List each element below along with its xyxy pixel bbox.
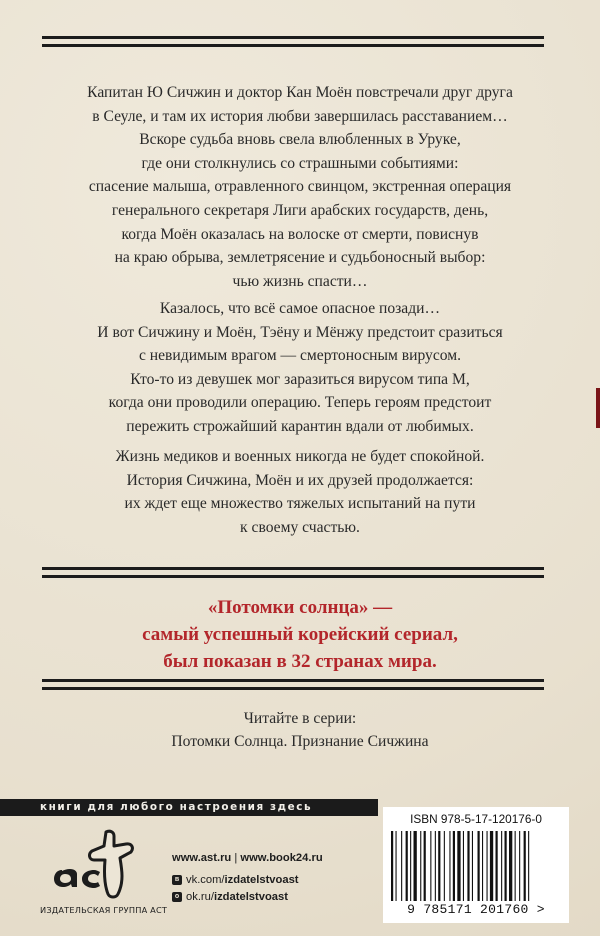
blurb-paragraph-1 — [40, 81, 560, 293]
barcode-graphic — [391, 831, 561, 901]
barcode-bar — [482, 831, 483, 901]
barcode-bar — [519, 831, 520, 901]
blurb-line: чью жизнь спасти… — [232, 272, 368, 290]
barcode-number: 9 785171 201760 > — [407, 902, 545, 917]
barcode-bar — [509, 831, 512, 901]
blurb-paragraph-2 — [40, 297, 560, 439]
blurb-line: когда Моён оказалась на волоске от смерти, повиснув — [121, 225, 479, 243]
barcode-bar — [444, 831, 445, 901]
quote-rule-bottom — [42, 679, 544, 682]
publisher-links — [172, 849, 323, 905]
barcode-bar — [406, 831, 408, 901]
blurb-line: с невидимым врагом — смертоносным вирусом. — [138, 347, 462, 365]
barcode-bar — [463, 831, 464, 901]
barcode-bar — [467, 831, 469, 901]
ok-link-row[interactable] — [172, 888, 323, 905]
barcode-bar — [396, 831, 397, 901]
barcode-bar — [487, 831, 488, 901]
series-title: Потомки Солнца. Признание Сичжина — [171, 733, 429, 750]
blurb-line: Кто-то из девушек мог заразиться вирусом типа М, — [130, 370, 470, 388]
barcode-bar — [496, 831, 498, 901]
top-rule-secondary — [42, 44, 544, 47]
blurb-line: И вот Сичжину и Моён, Тэёну и Мёнжу предстоит сразиться — [97, 323, 503, 341]
series-heading: Читайте в серии: — [243, 710, 357, 727]
barcode-panel — [383, 807, 569, 923]
quote-line: был показан в 32 странах мира. — [163, 651, 437, 672]
link-separator: | — [231, 851, 241, 864]
site-link-ast[interactable]: www.ast.ru — [172, 851, 232, 864]
barcode-bar — [457, 831, 460, 901]
barcode-bar — [528, 831, 529, 901]
barcode-bar — [430, 831, 431, 901]
quote-line: самый успешный корейский сериал, — [142, 624, 458, 645]
vk-icon: в — [172, 875, 182, 885]
barcode-bar — [410, 831, 411, 901]
blurb-line: в Сеуле, и там их история любви завершилась расставанием… — [92, 107, 508, 125]
top-rule — [42, 36, 544, 39]
barcode-bar — [438, 831, 440, 901]
blurb-line: Жизнь медиков и военных никогда не будет спокойной. — [115, 448, 485, 465]
ok-prefix: ok.ru/ — [186, 890, 214, 903]
publisher-caption: ИЗДАТЕЛЬСКАЯ ГРУППА АСТ — [40, 905, 168, 915]
blurb-paragraph-3 — [40, 445, 560, 539]
barcode-bar — [472, 831, 473, 901]
ok-handle: izdatelstvoast — [213, 890, 288, 903]
ok-icon: о — [172, 892, 182, 902]
barcode-bar — [435, 831, 436, 901]
quote-rule-bottom-secondary — [42, 687, 544, 690]
cover-edge-mark — [596, 388, 600, 428]
blurb-line: Вскоре судьба вновь свела влюбленных в Уруке, — [139, 131, 461, 149]
vk-link-row[interactable] — [172, 871, 323, 888]
blurb-line: на краю обрыва, землетрясение и судьбоносный выбор: — [114, 249, 486, 267]
barcode-bar — [524, 831, 526, 901]
barcode-bar — [490, 831, 493, 901]
blurb-line: Казалось, что всё самое опасное позади… — [159, 300, 441, 317]
barcode-bar — [478, 831, 480, 901]
barcode-bar — [515, 831, 516, 901]
isbn-label: ISBN 978-5-17-120176-0 — [410, 812, 542, 826]
quote-rule-top — [42, 567, 544, 570]
blurb-line: История Сичжина, Моён и их друзей продолжается: — [126, 471, 474, 489]
site-link-book24[interactable]: www.book24.ru — [240, 851, 323, 864]
promo-quote — [40, 594, 560, 675]
blurb-line: где они столкнулись со страшными событиями: — [141, 154, 459, 172]
barcode-bar — [501, 831, 502, 901]
barcode-bar — [420, 831, 421, 901]
barcode-bar — [505, 831, 507, 901]
barcode-bar — [391, 831, 393, 901]
ast-logo — [48, 826, 166, 902]
blurb-line: генерального секретаря Лиги арабских государств, день, — [111, 201, 489, 219]
barcode-bar — [453, 831, 455, 901]
blurb-line: пережить строжайший карантин вдали от любимых. — [126, 417, 474, 435]
quote-rule-top-secondary — [42, 575, 544, 578]
website-links — [172, 849, 323, 866]
series-block — [40, 707, 560, 753]
blurb-line: их ждет еще множество тяжелых испытаний на пути — [124, 495, 476, 513]
barcode-bar — [414, 831, 417, 901]
barcode-bar — [401, 831, 402, 901]
vk-handle: izdatelstvoast — [224, 873, 299, 886]
slogan-banner: книги для любого настроения здесь — [0, 799, 378, 816]
vk-prefix: vk.com/ — [186, 873, 225, 886]
barcode-bar — [424, 831, 426, 901]
blurb-line: Капитан Ю Сичжин и доктор Кан Моён повстречали друг друга — [87, 84, 513, 101]
blurb-line: когда они проводили операцию. Теперь героям предстоит — [108, 394, 492, 412]
blurb-line: к своему счастью. — [240, 518, 360, 536]
blurb-line: спасение малыша, отравленного свинцом, экстренная операция — [88, 178, 512, 196]
barcode-bar — [449, 831, 450, 901]
quote-line: «Потомки солнца» — — [207, 597, 393, 618]
